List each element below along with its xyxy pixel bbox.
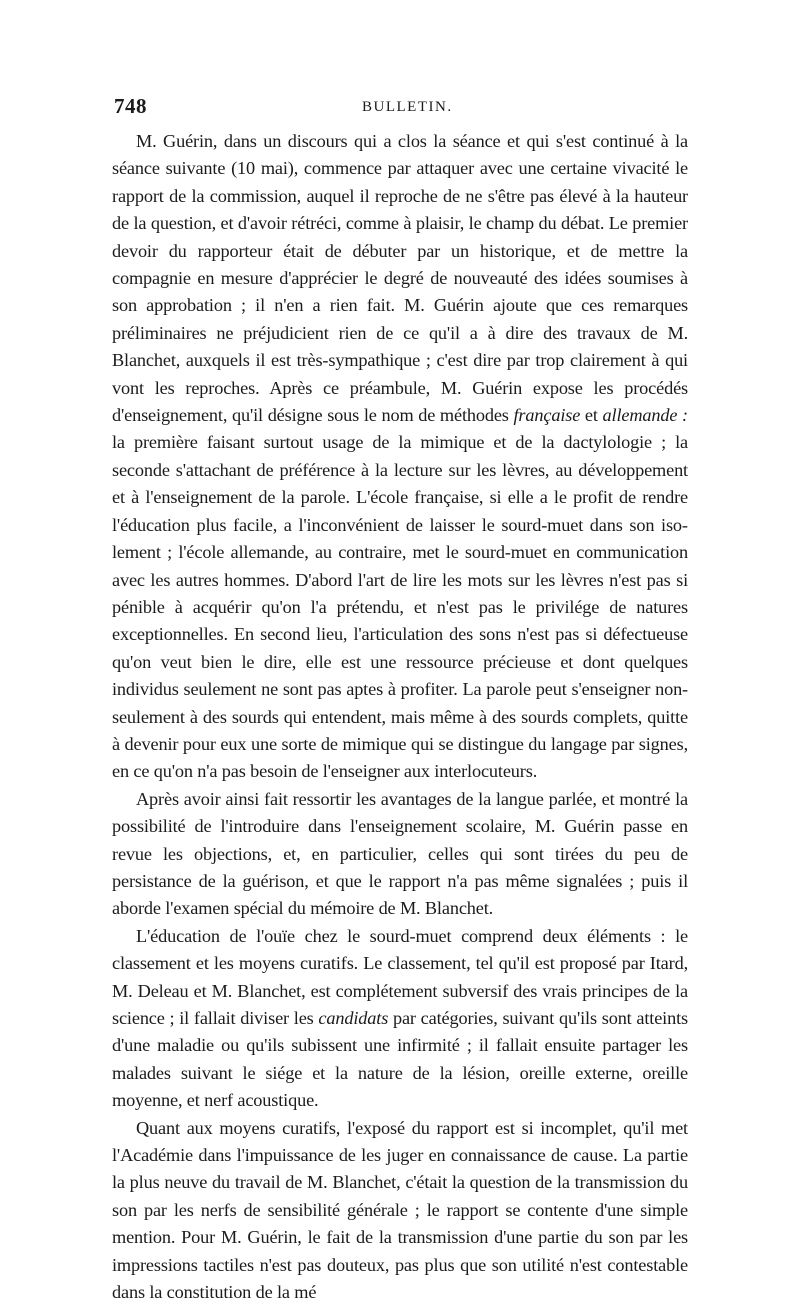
italic-term-francaise: française — [513, 405, 581, 426]
body-text — [112, 128, 688, 1306]
paragraph — [112, 1115, 688, 1306]
text-run: et — [580, 405, 603, 426]
paragraph — [112, 128, 688, 786]
italic-term-allemande: allemande : — [602, 405, 688, 426]
italic-term-candidats: candidats — [318, 1008, 389, 1028]
document-page — [112, 92, 688, 1306]
text-run: M. Guérin, dans un discours qui a clos la séance et qui s'est continué à la séance suivante (10 mai), commence par attaquer avec une certaine vivacité le rapport de la commission, auquel il reproche de ne s'être pas élevé à la hauteur de la question, et d'avoir rétréci, comme à plaisir, le champ du débat. Le premier devoir du rapporteur était de débuter par un historique, et de mettre la compagnie en mesure d'apprécier le degré de nouveauté des idées soumises à son approbation ; il n'en a rien fait. M. Guérin ajoute que ces remarques préliminaires ne préjudicient rien de ce qu'il a à dire des travaux de M. Blanchet, auxquels il est très-sympathique ; c'est dire par trop clairement à qui vont les reproches. Après ce préambule, M. Guérin expose les procédés d'enseignement, qu'il désigne sous le nom de méthodes — [112, 131, 688, 426]
text-run: Quant aux moyens curatifs, l'exposé du rapport est si incomplet, qu'il met l'Académie dans l'impuissance de les juger en connaissance de cause. La partie la plus neuve du travail de M. Blanchet, c'était la question de la transmission du son par les nerfs de sensibilité générale ; le rapport se contente d'une simple mention. Pour M. Guérin, le fait de la transmission d'une partie du son par les impressions tactiles n'est pas douteux, pas plus que son utilité n'est contestable dans la constitution de la mé — [112, 1117, 688, 1303]
page-number: 748 — [114, 94, 147, 118]
paragraph — [112, 786, 688, 923]
text-run: Après avoir ainsi fait ressortir les avantages de la langue parlée, et montré la possibilité de l'introduire dans l'enseignement scolaire, M. Guérin passe en revue les objections, et, en particulier, celles qui sont tirées du peu de persistance de la guérison, et que le rapport n'a pas même signalées ; puis il aborde l'examen spécial du mémoire de M. Blanchet. — [112, 788, 688, 919]
paragraph — [112, 923, 688, 1115]
running-title: BULLETIN. — [362, 99, 453, 115]
text-run: la première faisant surtout usage de la mimique et de la dactylologie ; la seconde s'attachant de préférence à la lecture sur les lèvres, au développement et à l'enseignement de la parole. L'école française, si elle a le profit de rendre l'éducation plus facile, a l'inconvénient de laisser le sourd-muet dans son isolement ; l'école allemande, au contraire, met le sourd-muet en communication avec les autres hommes. D'abord l'art de lire les mots sur les lèvres n'est pas si pénible à acquérir qu'on l'a prétendu, et n'est pas le privilége de natures exceptionnelles. En second lieu, l'articulation des sons n'est pas si défectueuse qu'on veut bien le dire, elle est une ressource précieuse et dont quelques individus seulement ne sont pas aptes à profiter. La parole peut s'enseigner non-seulement à des sourds qui entendent, mais même à des sourds complets, quitte à devenir pour eux une sorte de mimique qui se distingue du langage par signes, en ce qu'on n'a pas besoin de l'enseigner aux interlocuteurs. — [112, 432, 688, 782]
page-header — [112, 92, 688, 128]
text-run: par catégories, suivant qu'ils sont atteints d'une maladie ou qu'ils subissent une infirmité ; il fallait ensuite partager les malades suivant le siége et la nature de la lésion, oreille externe, oreille moyenne, et nerf acoustique. — [112, 1008, 688, 1111]
text-run: L'éducation de l'ouïe chez le sourd-muet comprend deux éléments : le classement et les moyens curatifs. Le classement, tel qu'il est proposé par Itard, M. Deleau et M. Blanchet, est complétement subversif des vrais principes de la science ; il fallait diviser les — [112, 925, 688, 1028]
